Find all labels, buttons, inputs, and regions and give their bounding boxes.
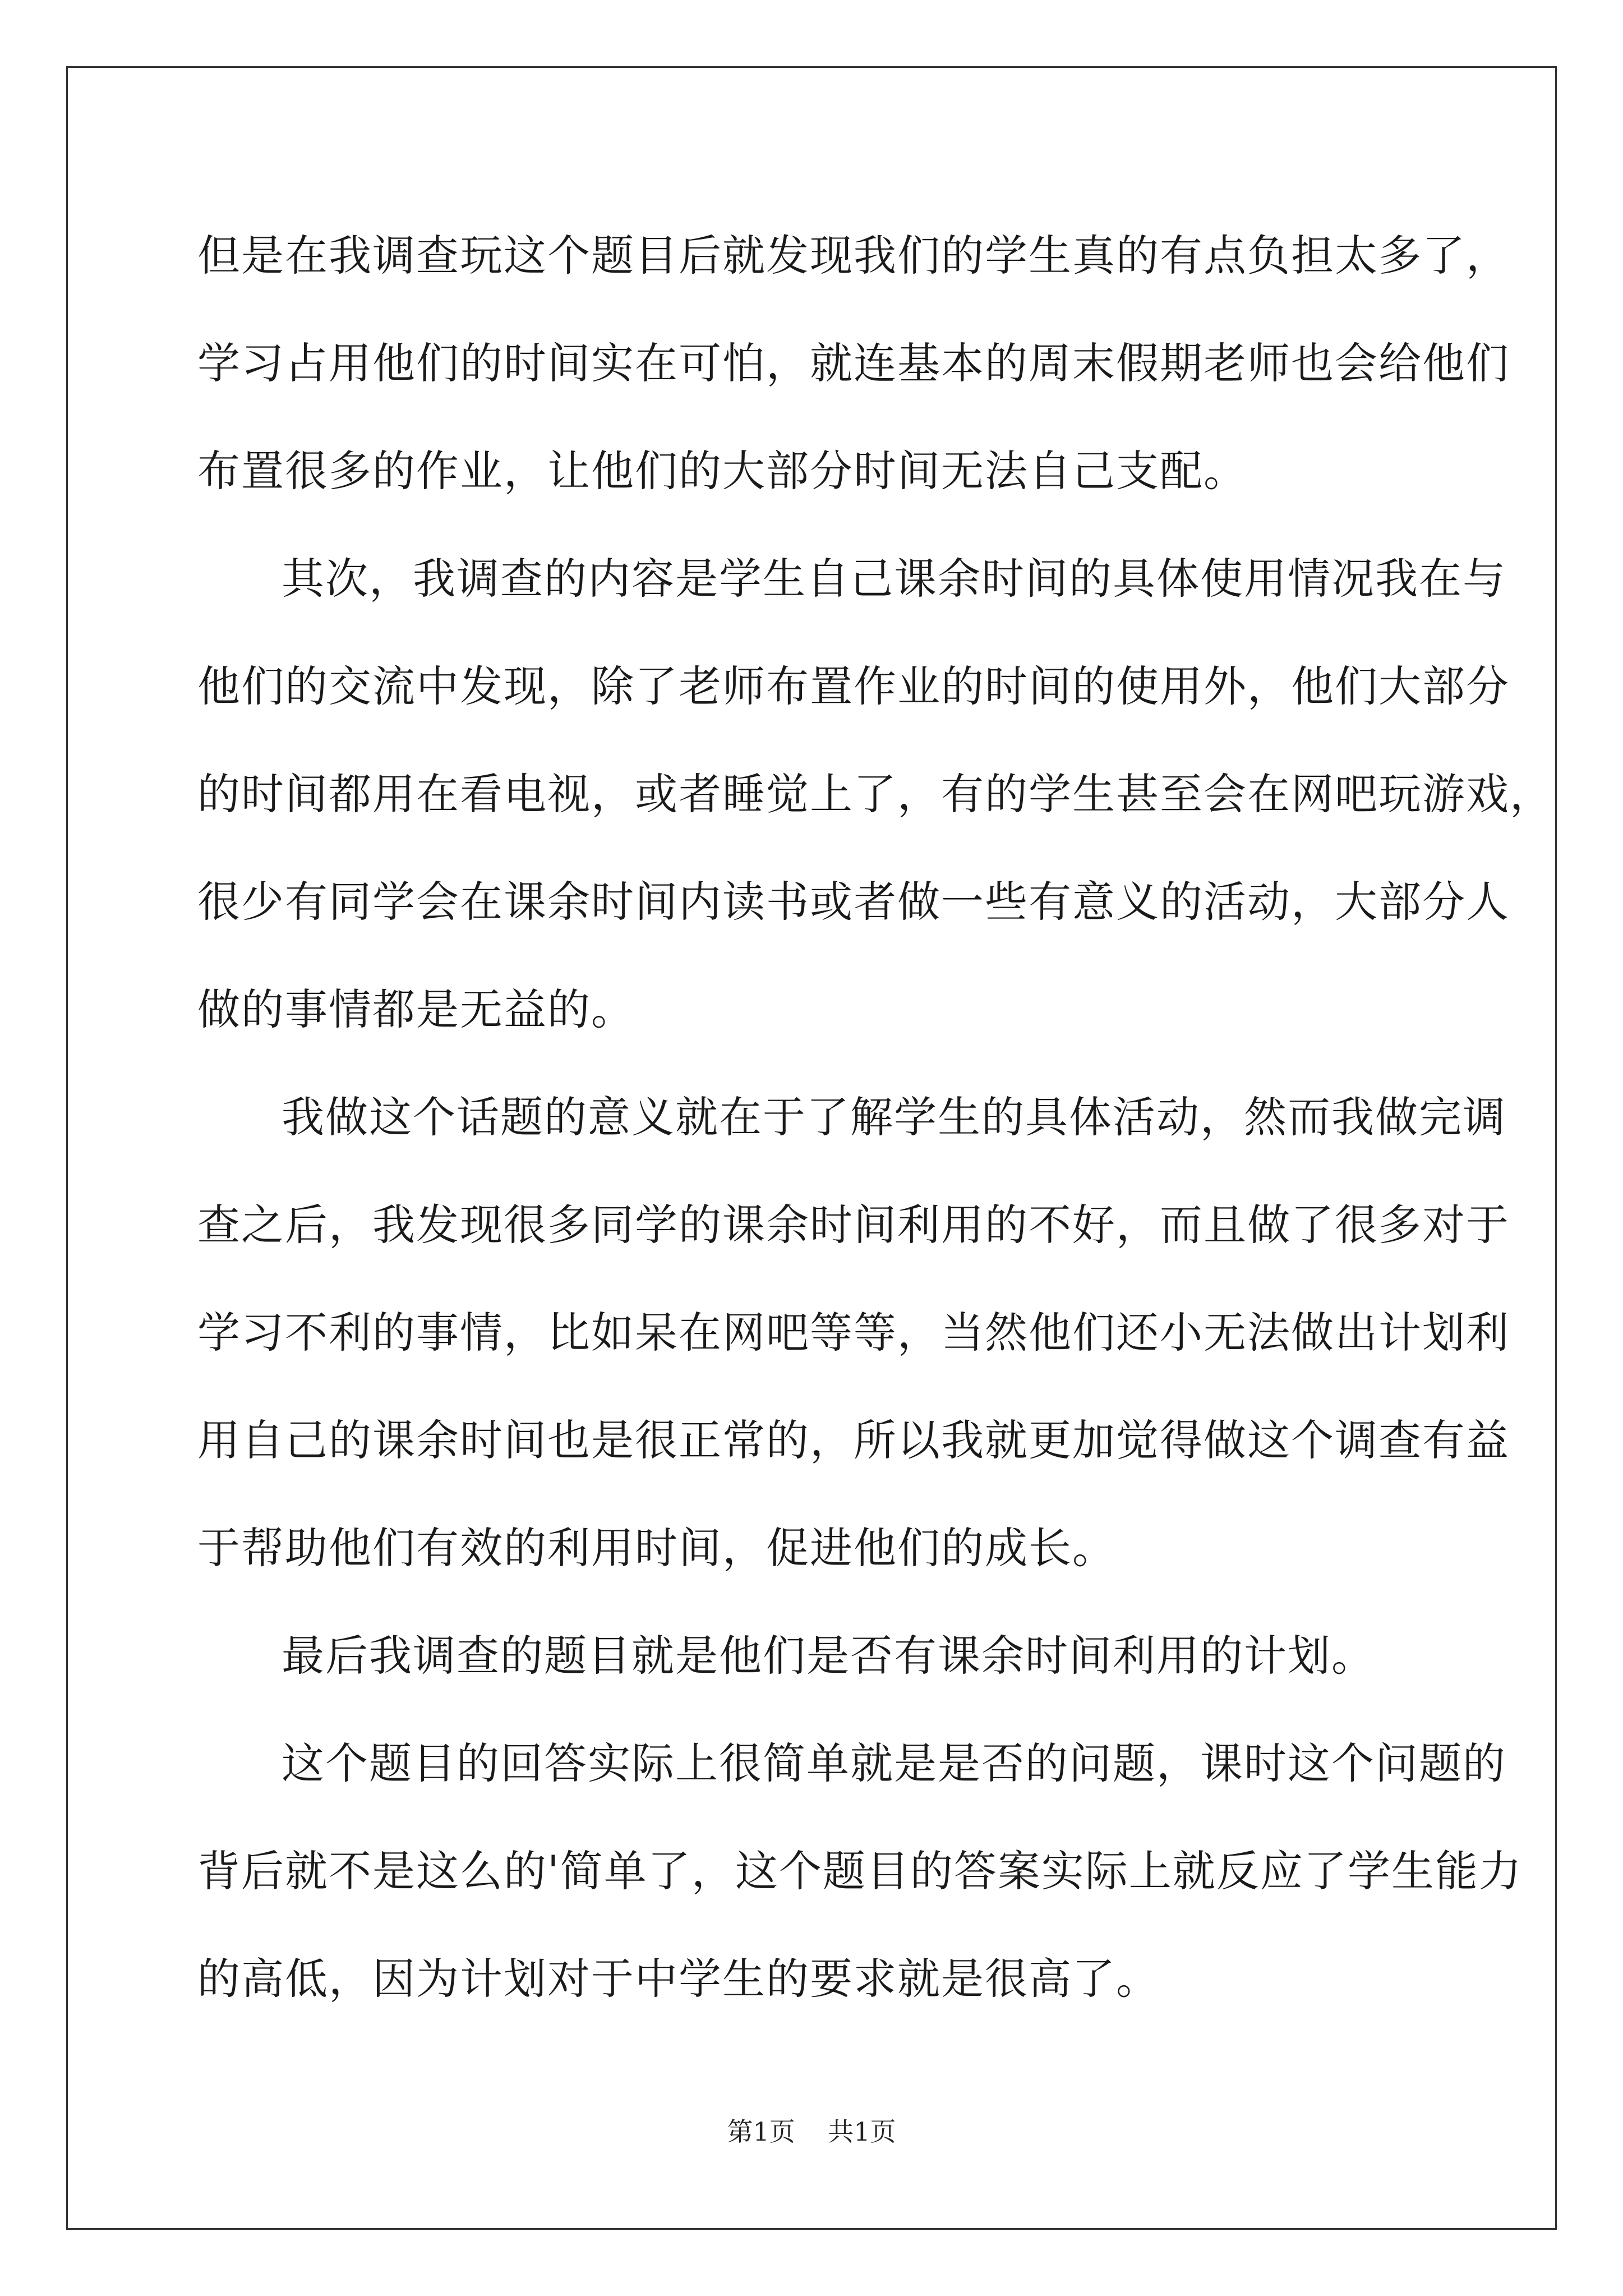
text-line: 但是在我调查玩这个题目后就发现我们的学生真的有点负担太多了， bbox=[197, 231, 1510, 280]
text-line: 学习占用他们的时间实在可怕，就连基本的周末假期老师也会给他们 bbox=[197, 338, 1510, 388]
text-line: 布置很多的作业，让他们的大部分时间无法自己支配。 bbox=[197, 446, 1247, 496]
document-body bbox=[197, 202, 1553, 2033]
text-line: 的高低，因为计划对于中学生的要求就是很高了。 bbox=[197, 1954, 1160, 2004]
text-line: 做的事情都是无益的。 bbox=[197, 984, 635, 1034]
page-footer bbox=[0, 2115, 1623, 2148]
text-line: 的时间都用在看电视，或者睡觉上了，有的学生甚至会在网吧玩游戏， bbox=[197, 769, 1553, 819]
text-line: 查之后，我发现很多同学的课余时间利用的不好，而且做了很多对于 bbox=[197, 1200, 1510, 1250]
text-line: 我做这个话题的意义就在于了解学生的具体活动，然而我做完调 bbox=[282, 1092, 1506, 1142]
text-line: 最后我调查的题目就是他们是否有课余时间利用的计划。 bbox=[282, 1631, 1375, 1681]
text-line: 学习不利的事情，比如呆在网吧等等，当然他们还小无法做出计划利 bbox=[197, 1308, 1510, 1358]
page-total: 共1页 bbox=[828, 2116, 896, 2147]
text-line: 其次，我调查的内容是学生自己课余时间的具体使用情况我在与 bbox=[282, 554, 1506, 604]
text-line: 背后就不是这么的'简单了，这个题目的答案实际上就反应了学生能力 bbox=[197, 1846, 1523, 1896]
text-line: 这个题目的回答实际上很简单就是是否的问题，课时这个问题的 bbox=[282, 1738, 1506, 1788]
text-line: 很少有同学会在课余时间内读书或者做一些有意义的活动，大部分人 bbox=[197, 877, 1510, 927]
page-number: 第1页 bbox=[727, 2116, 795, 2147]
text-line: 于帮助他们有效的利用时间，促进他们的成长。 bbox=[197, 1523, 1116, 1573]
text-line: 他们的交流中发现，除了老师布置作业的时间的使用外，他们大部分 bbox=[197, 661, 1510, 711]
text-line: 用自己的课余时间也是很正常的，所以我就更加觉得做这个调查有益 bbox=[197, 1415, 1510, 1465]
